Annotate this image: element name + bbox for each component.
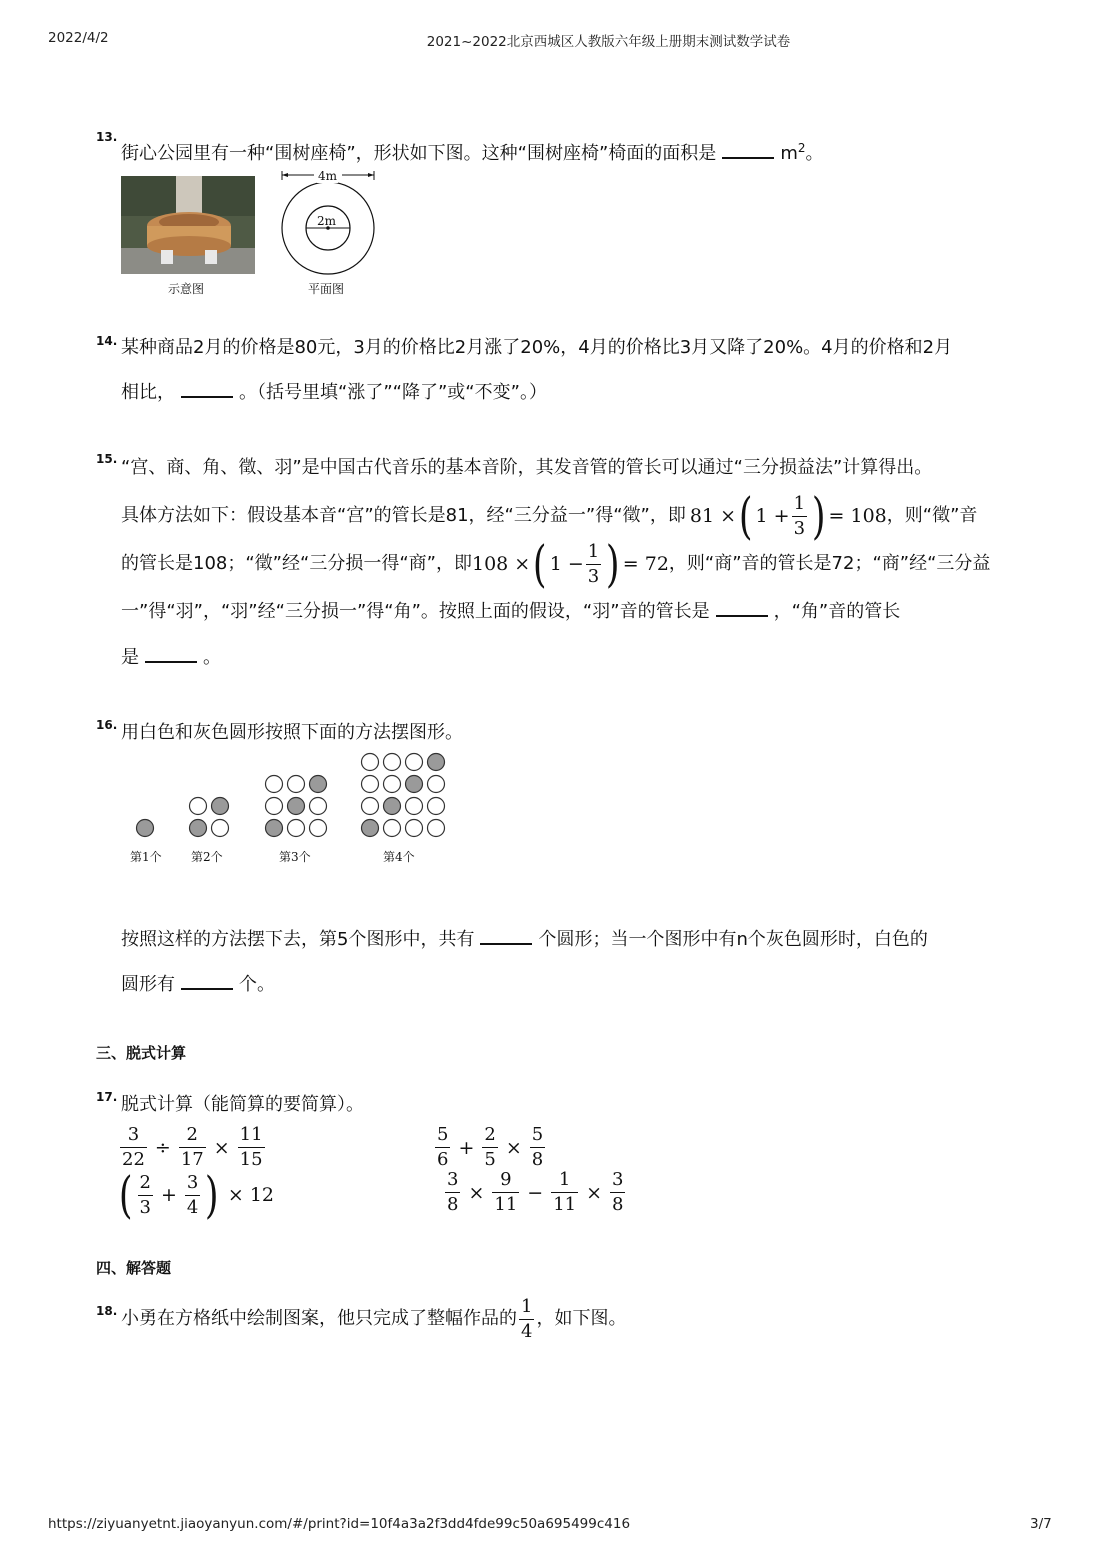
right-paren: ) xyxy=(205,1166,219,1224)
question-number-13: 13. xyxy=(96,130,118,144)
left-paren: ( xyxy=(738,487,753,545)
expression-1: $\frac{3}{22}$ ÷ $\frac{2}{17}$ × $\frac{11}{15}$ xyxy=(122,1124,263,1170)
unit-label: m xyxy=(780,143,798,164)
white-circle-fig4 xyxy=(428,798,445,815)
white-circle-fig4 xyxy=(384,754,401,771)
left-paren: ( xyxy=(118,1166,133,1224)
gray-circle-fig4 xyxy=(384,798,401,815)
question-16-text: 圆形有 xyxy=(121,974,175,995)
bench-photo xyxy=(121,176,255,274)
white-circle-fig3 xyxy=(310,798,327,815)
question-18-stem: 小勇在方格纸中绘制图案，他只完成了整幅作品的 xyxy=(121,1308,517,1329)
circle-pattern-figure xyxy=(125,750,455,845)
fraction: $\frac{1}{4}$ xyxy=(521,1295,533,1342)
question-16-text: 用白色和灰色圆形按照下面的方法摆图形。 xyxy=(121,722,463,743)
expression-4: $\frac{3}{8}$ × $\frac{9}{11}$ − $\frac{1}{11}$ × $\frac{3}{8}$ xyxy=(447,1169,624,1215)
gray-circle-fig4 xyxy=(362,820,379,837)
question-15-text: 具体方法如下：假设基本音“宫”的管长是81，经“三分益一”得“徵”，即 xyxy=(121,505,686,526)
question-14-line-1: 某种商品2月的价格是80元，3月的价格比2月涨了20%，4月的价格比3月又降了20%。4月的价格和2月 xyxy=(121,337,953,358)
question-15-line-5 xyxy=(121,647,221,669)
question-15-text: 一”得“羽”，“羽”经“三分损一”得“角”。按照上面的假设，“羽”音的管长是 xyxy=(121,601,710,622)
math-expression: = 108 xyxy=(828,505,887,527)
white-circle-fig4 xyxy=(384,776,401,793)
question-15-line-1: “宫、商、角、徵、羽”是中国古代音乐的基本音阶，其发音管的管长可以通过“三分损益法”计算得出。 xyxy=(121,457,933,478)
question-number-18: 18. xyxy=(96,1304,118,1318)
answer-blank[interactable] xyxy=(722,143,774,159)
white-circle-fig3 xyxy=(266,798,283,815)
question-13-end: 。 xyxy=(805,143,824,164)
unit-exponent: 2 xyxy=(797,141,806,155)
white-circle-fig2 xyxy=(212,820,229,837)
math-expression: 1 − xyxy=(549,553,584,575)
question-16-text: 个圆形；当一个图形中有n个灰色圆形时，白色的 xyxy=(538,929,928,950)
section-heading-4: 四、解答题 xyxy=(96,1259,172,1277)
question-15-line-3 xyxy=(121,536,990,592)
fraction: $\frac{1}{3}$ xyxy=(793,492,806,539)
white-circle-fig4 xyxy=(428,820,445,837)
question-16-text: 个。 xyxy=(239,974,275,995)
math-expression: = 72 xyxy=(622,553,669,575)
math-expression: 108 × xyxy=(471,553,531,575)
page-title: 2021~2022北京西城区人教版六年级上册期末测试数学试卷 xyxy=(426,34,791,50)
photo-caption: 示意图 xyxy=(168,282,205,296)
gray-circle-fig3 xyxy=(266,820,283,837)
answer-blank[interactable] xyxy=(181,382,233,398)
expression-2: $\frac{5}{6}$ + $\frac{2}{5}$ × $\frac{5}{8}$ xyxy=(437,1124,544,1170)
question-number-16: 16. xyxy=(96,718,118,732)
question-14-text-b: 。（括号里填“涨了”“降了”或“不变”。） xyxy=(239,382,547,403)
fraction: $\frac{1}{3}$ xyxy=(587,540,600,587)
left-paren: ( xyxy=(533,535,547,593)
question-16-line-3 xyxy=(121,974,275,996)
gray-circle-fig4 xyxy=(406,776,423,793)
gray-circle-fig3 xyxy=(288,798,305,815)
math-expression: 1 + xyxy=(755,505,790,527)
question-number-15: 15. xyxy=(96,452,118,466)
figure-caption-2: 第2个 xyxy=(191,850,223,864)
answer-blank[interactable] xyxy=(480,929,532,945)
white-circle-fig3 xyxy=(288,820,305,837)
gray-circle-fig2 xyxy=(190,820,207,837)
figure-caption-4: 第4个 xyxy=(383,850,415,864)
white-circle-fig4 xyxy=(362,754,379,771)
white-circle-fig4 xyxy=(406,820,423,837)
white-circle-fig4 xyxy=(406,754,423,771)
question-15-text: ，则“商”音的管长是72；“商”经“三分益 xyxy=(668,553,991,574)
gray-circle-fig3 xyxy=(310,776,327,793)
question-13-text xyxy=(121,137,824,165)
white-circle-fig4 xyxy=(362,776,379,793)
question-15-text: 是 xyxy=(121,647,139,668)
question-14-text-a: 相比， xyxy=(121,382,175,403)
question-16-line-2 xyxy=(121,929,928,951)
white-circle-fig4 xyxy=(428,776,445,793)
gray-circle-fig4 xyxy=(428,754,445,771)
outer-diameter-label: 4m xyxy=(318,169,338,183)
white-circle-fig4 xyxy=(384,820,401,837)
print-date: 2022/4/2 xyxy=(48,30,109,46)
white-circle-fig3 xyxy=(310,820,327,837)
question-15-line-4 xyxy=(121,601,900,623)
question-13-stem: 街心公园里有一种“围树座椅”，形状如下图。这种“围树座椅”椅面的面积是 xyxy=(121,143,717,164)
expression-3: ( $\frac{2}{3}$ + $\frac{3}{4}$ ) × 12 xyxy=(118,1166,274,1224)
question-17-text: 脱式计算（能简算的要简算）。 xyxy=(121,1094,364,1115)
answer-blank[interactable] xyxy=(181,974,233,990)
right-paren: ) xyxy=(811,487,826,545)
question-number-14: 14. xyxy=(96,334,118,348)
figure-caption-1: 第1个 xyxy=(130,850,162,864)
page-number: 3/7 xyxy=(1030,1516,1052,1532)
question-15-text: 。 xyxy=(203,647,221,668)
question-18-end: ，如下图。 xyxy=(536,1308,627,1329)
source-url: https://ziyuanyetnt.jiaoyanyun.com/#/print?id=10f4a3a2f3dd4fde99c50a695499c416 xyxy=(48,1516,631,1532)
question-16-text: 按照这样的方法摆下去，第5个图形中，共有 xyxy=(121,929,475,950)
question-number-17: 17. xyxy=(96,1090,118,1104)
white-circle-fig3 xyxy=(266,776,283,793)
question-15-text: ，“角”音的管长 xyxy=(773,601,901,622)
right-paren: ) xyxy=(606,535,620,593)
answer-blank[interactable] xyxy=(716,601,768,617)
white-circle-fig3 xyxy=(288,776,305,793)
math-expression: 81 × xyxy=(689,505,736,527)
inner-diameter-label: 2m xyxy=(317,214,337,228)
figure-caption-3: 第3个 xyxy=(279,850,311,864)
question-14-line-2 xyxy=(121,382,547,404)
question-15-text: 的管长是108；“徵”经“三分损一得“商”，即 xyxy=(121,553,472,574)
question-15-text: ，则“徵”音 xyxy=(886,505,978,526)
white-circle-fig4 xyxy=(406,798,423,815)
answer-blank[interactable] xyxy=(145,647,197,663)
gray-circle-fig1 xyxy=(137,820,154,837)
white-circle-fig2 xyxy=(190,798,207,815)
gray-circle-fig2 xyxy=(212,798,229,815)
plan-caption: 平面图 xyxy=(308,282,345,296)
question-18-text xyxy=(121,1294,626,1344)
white-circle-fig4 xyxy=(362,798,379,815)
section-heading-3: 三、脱式计算 xyxy=(96,1044,187,1062)
